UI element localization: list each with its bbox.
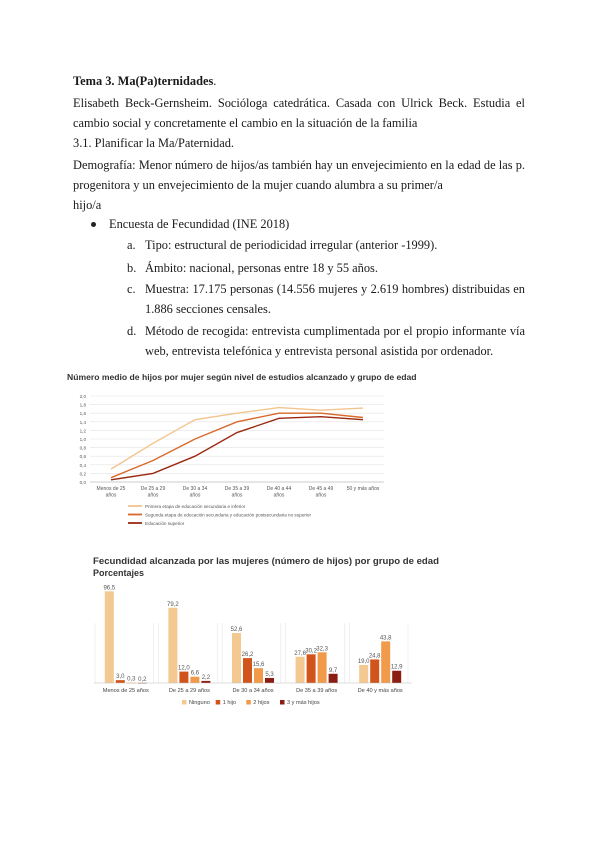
data-label: 24,8 bbox=[368, 653, 381, 660]
data-label: 15,6 bbox=[252, 662, 265, 669]
legend-swatch bbox=[280, 700, 285, 705]
bar-chart-title: Fecundidad alcanzada por las mujeres (número de hijos) por grupo de edad bbox=[93, 556, 439, 567]
series-line bbox=[111, 417, 363, 480]
bar bbox=[359, 665, 368, 683]
bullet-item: Encuesta de Fecundidad (INE 2018) bbox=[109, 217, 290, 231]
legend-label: 3 y más hijos bbox=[287, 700, 320, 706]
x-tick-label: 50 y más años bbox=[346, 486, 380, 492]
legend-label: Ninguno bbox=[189, 700, 210, 706]
bar bbox=[201, 681, 210, 683]
demografia-line-1: Demografía: Menor número de hijos/as también hay un envejecimiento en la edad de las p. bbox=[73, 158, 525, 172]
y-tick-label: 0,6 bbox=[79, 454, 86, 460]
y-tick-label: 1,6 bbox=[79, 411, 86, 417]
bar bbox=[318, 652, 327, 683]
y-tick-label: 1,2 bbox=[79, 428, 86, 434]
list-letter-d: d. bbox=[127, 324, 137, 338]
bar bbox=[105, 591, 114, 683]
bar bbox=[179, 672, 188, 683]
demografia-line-2: progenitora y un envejecimiento de la mujer cuando alumbra a su primer/a bbox=[73, 178, 443, 192]
intro-line-2: cambio social y concretamente el cambio en la situación de la familia bbox=[73, 116, 418, 130]
y-tick-label: 0,4 bbox=[79, 462, 86, 468]
list-item-d-line-1: Método de recogida: entrevista cumplimentada por el propio informante vía bbox=[145, 324, 525, 338]
data-label: 12,0 bbox=[178, 665, 190, 672]
list-item-d-line-2: web, entrevista telefónica y entrevista personal asistida por ordenador. bbox=[145, 344, 494, 358]
data-label: 9,7 bbox=[328, 667, 338, 674]
data-label: 43,8 bbox=[379, 635, 392, 642]
y-tick-label: 1,0 bbox=[79, 437, 86, 442]
legend-label: Segunda etapa de educación secundaria y educación postsecundaria no superior bbox=[145, 512, 312, 518]
bar bbox=[381, 641, 390, 683]
data-label: 12,9 bbox=[390, 664, 403, 671]
line-chart bbox=[66, 390, 396, 528]
x-tick-label: De 25 a 29 bbox=[140, 486, 166, 492]
bar-chart bbox=[90, 580, 420, 715]
legend-label: 2 hijos bbox=[253, 700, 270, 706]
data-label: 30,2 bbox=[305, 648, 317, 655]
bar bbox=[392, 671, 401, 683]
data-label: 26,2 bbox=[241, 652, 254, 659]
page-heading: Tema 3. Ma(Pa)ternidades. bbox=[73, 74, 217, 88]
bar bbox=[265, 678, 274, 683]
legend-label: Primera etapa de educación secundaria e inferior bbox=[145, 503, 246, 509]
data-label: 5,3 bbox=[265, 671, 274, 678]
demografia-line-3: hijo/a bbox=[73, 198, 102, 212]
x-tick-label: años bbox=[147, 492, 159, 499]
intro-line-1: Elisabeth Beck-Gernsheim. Socióloga catedrática. Casada con Ulrick Beck. Estudia el bbox=[73, 96, 525, 110]
bar bbox=[296, 657, 305, 683]
bar bbox=[307, 654, 316, 683]
x-tick-label: De 30 a 34 años bbox=[232, 688, 274, 694]
bar bbox=[190, 677, 199, 683]
data-label: 6,6 bbox=[190, 670, 200, 677]
bullet-icon bbox=[91, 222, 96, 227]
bar bbox=[232, 633, 241, 683]
list-letter-a: a. bbox=[127, 238, 136, 252]
list-item-c-line-2: 1.886 secciones censales. bbox=[145, 302, 271, 316]
data-label: 3,0 bbox=[116, 674, 125, 681]
y-tick-label: 1,8 bbox=[79, 402, 86, 408]
x-tick-label: De 25 a 29 años bbox=[168, 688, 210, 694]
list-letter-b: b. bbox=[127, 261, 137, 275]
y-tick-label: 1,4 bbox=[79, 419, 86, 425]
list-letter-c: c. bbox=[127, 282, 136, 296]
line-chart-title: Número medio de hijos por mujer según nivel de estudios alcanzado y grupo de edad bbox=[67, 372, 417, 382]
bar bbox=[168, 608, 177, 683]
list-item-b: Ámbito: nacional, personas entre 18 y 55 años. bbox=[145, 261, 378, 275]
y-tick-label: 0,8 bbox=[79, 445, 86, 451]
x-tick-label: De 40 a 44 bbox=[266, 486, 292, 492]
data-label: 27,6 bbox=[294, 650, 306, 657]
data-label: 32,3 bbox=[316, 646, 328, 653]
bar bbox=[116, 680, 125, 683]
legend-swatch bbox=[216, 700, 221, 705]
data-label: 0,3 bbox=[127, 676, 136, 683]
x-tick-label: De 45 a 49 bbox=[308, 486, 334, 492]
data-label: 2,2 bbox=[201, 674, 211, 681]
section-heading: 3.1. Planificar la Ma/Paternidad. bbox=[73, 136, 235, 150]
data-label: 0,2 bbox=[138, 676, 147, 683]
data-label: 19,0 bbox=[357, 658, 370, 665]
legend-swatch bbox=[246, 700, 251, 705]
x-tick-label: años bbox=[105, 492, 117, 499]
data-label: 79,2 bbox=[167, 601, 179, 608]
x-tick-label: años bbox=[231, 492, 243, 499]
x-tick-label: De 35 a 39 años bbox=[296, 688, 338, 694]
y-tick-label: 0,0 bbox=[79, 480, 86, 485]
bar bbox=[370, 659, 379, 683]
x-tick-label: De 35 a 39 bbox=[224, 486, 250, 492]
x-tick-label: años bbox=[315, 492, 327, 499]
y-tick-label: 0,2 bbox=[79, 471, 86, 477]
list-item-a: Tipo: estructural de periodicidad irregular (anterior -1999). bbox=[145, 238, 438, 252]
list-item-c-line-1: Muestra: 17.175 personas (14.556 mujeres y 2.619 hombres) distribuidas en bbox=[145, 282, 525, 296]
data-label: 96,5 bbox=[103, 585, 116, 592]
legend-label: Educación superior bbox=[145, 520, 185, 526]
x-tick-label: años bbox=[273, 492, 285, 499]
bar bbox=[243, 658, 252, 683]
data-label: 52,6 bbox=[230, 627, 243, 634]
bar bbox=[254, 668, 263, 683]
x-tick-label: De 40 y más años bbox=[357, 688, 403, 694]
bar-chart-subtitle: Porcentajes bbox=[93, 568, 145, 578]
bar bbox=[329, 674, 338, 683]
x-tick-label: Menos de 25 bbox=[96, 486, 126, 492]
legend-swatch bbox=[182, 700, 187, 705]
x-tick-label: Menos de 25 años bbox=[102, 688, 149, 694]
y-tick-label: 2,0 bbox=[79, 394, 86, 399]
x-tick-label: años bbox=[189, 492, 201, 499]
x-tick-label: De 30 a 34 bbox=[182, 486, 208, 492]
legend-label: 1 hijo bbox=[222, 700, 237, 706]
